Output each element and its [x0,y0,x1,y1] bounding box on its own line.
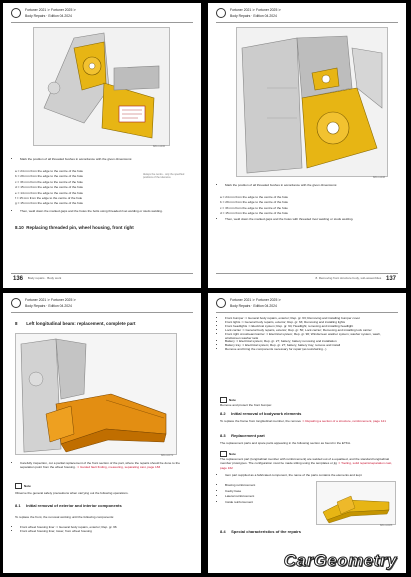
section-number: 8.4 [220,529,226,534]
note-block [220,397,395,407]
note-label: Note [24,483,31,488]
legend-item: e = 14 mm from the edge to the centre of the hole [15,190,84,195]
instruction-bullet: • Mark the position of all threaded bushes in accordance with the given dimensions: [225,183,380,187]
chapter-heading [15,321,136,326]
section-heading [15,225,134,230]
legend-item: d = 15 mm from the edge to the centre of the hole [15,185,84,190]
note-text: Remove and protect the front bumper. [220,403,273,407]
longitudinal-beam-illustration [16,334,176,454]
section-title: Special characteristics of the repairs [231,529,301,534]
note-text: The replacement part (longitudinal member with reinforcement) are welded out of a equalised, and the standard longitudinal member prototypes. The configuration must be made sitting using the templates or jig [220,457,390,466]
page-header [11,298,193,313]
removal-item: • Front lights ⇒ General body repairs, exterior; Rep. gr. 63; Removing and installing lights [225,321,395,325]
figure-code: B80-11038 [373,176,386,179]
page-header [216,8,398,23]
legend-item: a = 24 mm from the edge to the centre of the hole [220,195,289,199]
part-info-bullet: • Item part supplied as a fabricated component, the name of the parts contains the elements and kept [225,473,395,477]
legend-item: b = 29 mm from the edge to the centre of the hole [220,200,289,205]
section-number: 8.2 [220,411,226,416]
figure-wheel-housing-rear [236,27,388,177]
page-header [216,298,398,313]
legend-item: c = 33 mm from the edge to the centre of the hole [15,179,83,184]
header-subtitle: Body Repairs · Edition 04.2024 [25,14,72,18]
instruction-bullet: • Carefully inspection, cut a partial replacement of the front section of the part, where the repairs should be done to the separation point from the wheel housing. ⇒ Guided fault finding, measuring, separating cast, page 183 [20,461,185,470]
instruction-top [220,183,380,187]
page-footer [313,276,397,282]
section-number: 8.10 [15,225,24,230]
subsection-heading [220,411,301,416]
instruction-bottom [220,217,380,221]
section-title: Replacing threaded pin, wheel housing, front right [26,225,134,230]
removal-item: • Front bumper ⇒ General body repairs, exterior; Rep. gr. 63; Removing and installing bumper cover [225,317,395,321]
component-list [220,483,290,505]
section-text: To replace the frame from longitudinal member, the remove ⇒ Repairing a section of a structure, reinforcement, page 121 [220,419,386,423]
component-item: • Bracing reinforcement [225,483,290,489]
page-header [11,8,193,23]
section-title: Initial removal of exterior and interior components [26,503,122,508]
legend-item: b = 29 mm from the edge to the centre of the hole [15,174,84,179]
legend-item: d = 15 mm from the edge to the centre of the hole [220,211,289,216]
brand-logo-icon [216,8,226,18]
section-number: 8.1 [15,503,21,508]
note-label: Note [229,397,236,402]
removal-item: • Remove and bring the components necessary for repair (as tools/wiring...) [225,348,395,352]
replacement-part-illustration [317,482,395,524]
header-subtitle: Body Repairs · Edition 04.2024 [230,14,277,18]
footer-text: Body repairs · Body work [27,276,62,281]
subsection-heading [15,503,122,508]
figure-longitudinal-beam [15,333,177,455]
header-subtitle: Body Repairs · Edition 04.2024 [25,304,72,308]
removal-intro: To replace the front, the removal working until the following components: [15,515,115,519]
footer-text: 8. Removing front structure body, sub-assemblies [315,276,382,281]
header-model: Fortuner 2021 ≻ Fortuner 2025 ≻ [25,8,77,12]
section-title: Left longitudinal beam: replacement, complete part [26,321,136,326]
header-model: Fortuner 2021 ≻ Fortuner 2025 ≻ [230,298,282,302]
side-note: Always the centre - only the specified positions of the tolerance [143,173,185,179]
removal-item: • Battery tray ⇒ Electrical system; Rep. gr. 27; battery, battery tray; remove and install [225,344,395,348]
cargeometry-watermark: CarGeometry [283,551,397,570]
part-info [220,473,395,477]
inspection-instructions [15,461,185,470]
legend-item: a = 24 mm from the edge to the centre of the hole [15,169,84,173]
brand-logo-icon [11,8,21,18]
cross-reference-link[interactable]: ⇒ Repairing a section of a structure, reinforcement, page 121 [301,419,386,423]
header-subtitle: Body Repairs · Edition 04.2024 [230,304,277,308]
section-title: Replacement part [231,433,265,438]
legend-item: c = 33 mm from the edge to the centre of the hole [220,205,288,210]
section-number: 8.3 [220,433,226,438]
note-block [220,451,395,470]
instruction-bullet: • Then, weld down the marked gaps and the holes with threaded rivet welding or studs welding. [225,217,380,221]
instruction-bullet: • Mark the position of all threaded bushes in accordance with the given dimensions: [20,157,165,161]
page-number: 136 [13,276,24,282]
figure-wheel-housing-front [33,27,170,146]
instruction-bottom [15,209,165,213]
removal-item: • Front wheel housing liner, lower, from wheel housing [20,529,185,533]
manual-page-137 [208,3,406,288]
header-model: Fortuner 2021 ≻ Fortuner 2025 ≻ [25,298,77,302]
cross-reference-link[interactable]: ⇒ Tooling, solid repairs/separation cast, page 162 [220,461,393,470]
manual-page-136 [3,3,201,288]
legend-item: f = 15 mm from the edge to the centre of the hole [15,196,83,201]
component-item: • Lateral reinforcement [225,494,290,500]
wheel-housing-illustration [34,28,169,145]
figure-replacement-part [316,481,396,525]
page-number: 137 [385,276,396,282]
figure-code: B80-10985 [380,524,393,527]
manual-page-section-8-cont [208,293,406,573]
removal-list [220,317,395,352]
removal-item: • Battery ⇒ Electrical system; Rep. gr. 27; battery; battery removing and installation [225,340,395,344]
footer-rule [216,273,398,274]
section-number: 8 [15,321,18,326]
note-icon [15,483,22,489]
figure-code: B80-11036 [153,145,166,148]
removal-item: • Lock carrier ⇒ General body repairs, exterior; Rep. gr. 50; Lock carrier; Removing and installing lock carrier [225,329,395,333]
manual-page-section-8 [3,293,201,573]
safety-note: Observe the general safety precautions when carrying out the following operations. [15,491,129,495]
header-model: Fortuner 2021 ≻ Fortuner 2025 ≻ [230,8,282,12]
component-item: • Cavity base [225,489,290,495]
legend-item: g = 15 mm from the edge to the centre of the hole [15,201,84,206]
instruction-bullet: • Then, weld down the marked gaps and the holes the bolts using threaded rivet welding or studs welding. [20,209,165,213]
note-block [15,483,31,489]
dimension-legend [15,169,83,207]
removal-item: • Front headlights ⇒ Electrical system; Rep. gr. 94; Headlight; removing and installing headlight [225,325,395,329]
dimension-legend [220,195,288,217]
wheel-housing-illustration [237,28,387,176]
figure-code: B80-10972 [161,454,174,457]
subsection-heading [220,433,265,438]
brand-logo-icon [216,298,226,308]
removal-list [15,525,185,534]
section-title: Initial removal of bodywork elements [231,411,302,416]
subsection-heading [220,529,301,534]
cross-reference-link[interactable]: ⇒ Guided fault finding, measuring, separating cast, page 183 [76,465,161,470]
section-text: The replacement parts and spare parts appearing in the following section as found in the ETKA. [220,441,351,445]
page-footer [13,276,64,282]
brand-logo-icon [11,298,21,308]
note-label: Note [229,451,236,456]
removal-item: • Front wheel housing liner ⇒ General body repairs, exterior; Rep. gr. 66 [20,525,185,529]
component-item: • Inside reinforcement [225,500,290,506]
instruction-top [15,157,165,161]
removal-item: • Front right crossbeam/carrier ⇒ Electrical system; Rep. gr. 90; Windscreen washer system; washer system, wash, windscreen washer tank [225,333,395,341]
footer-rule [11,273,193,274]
